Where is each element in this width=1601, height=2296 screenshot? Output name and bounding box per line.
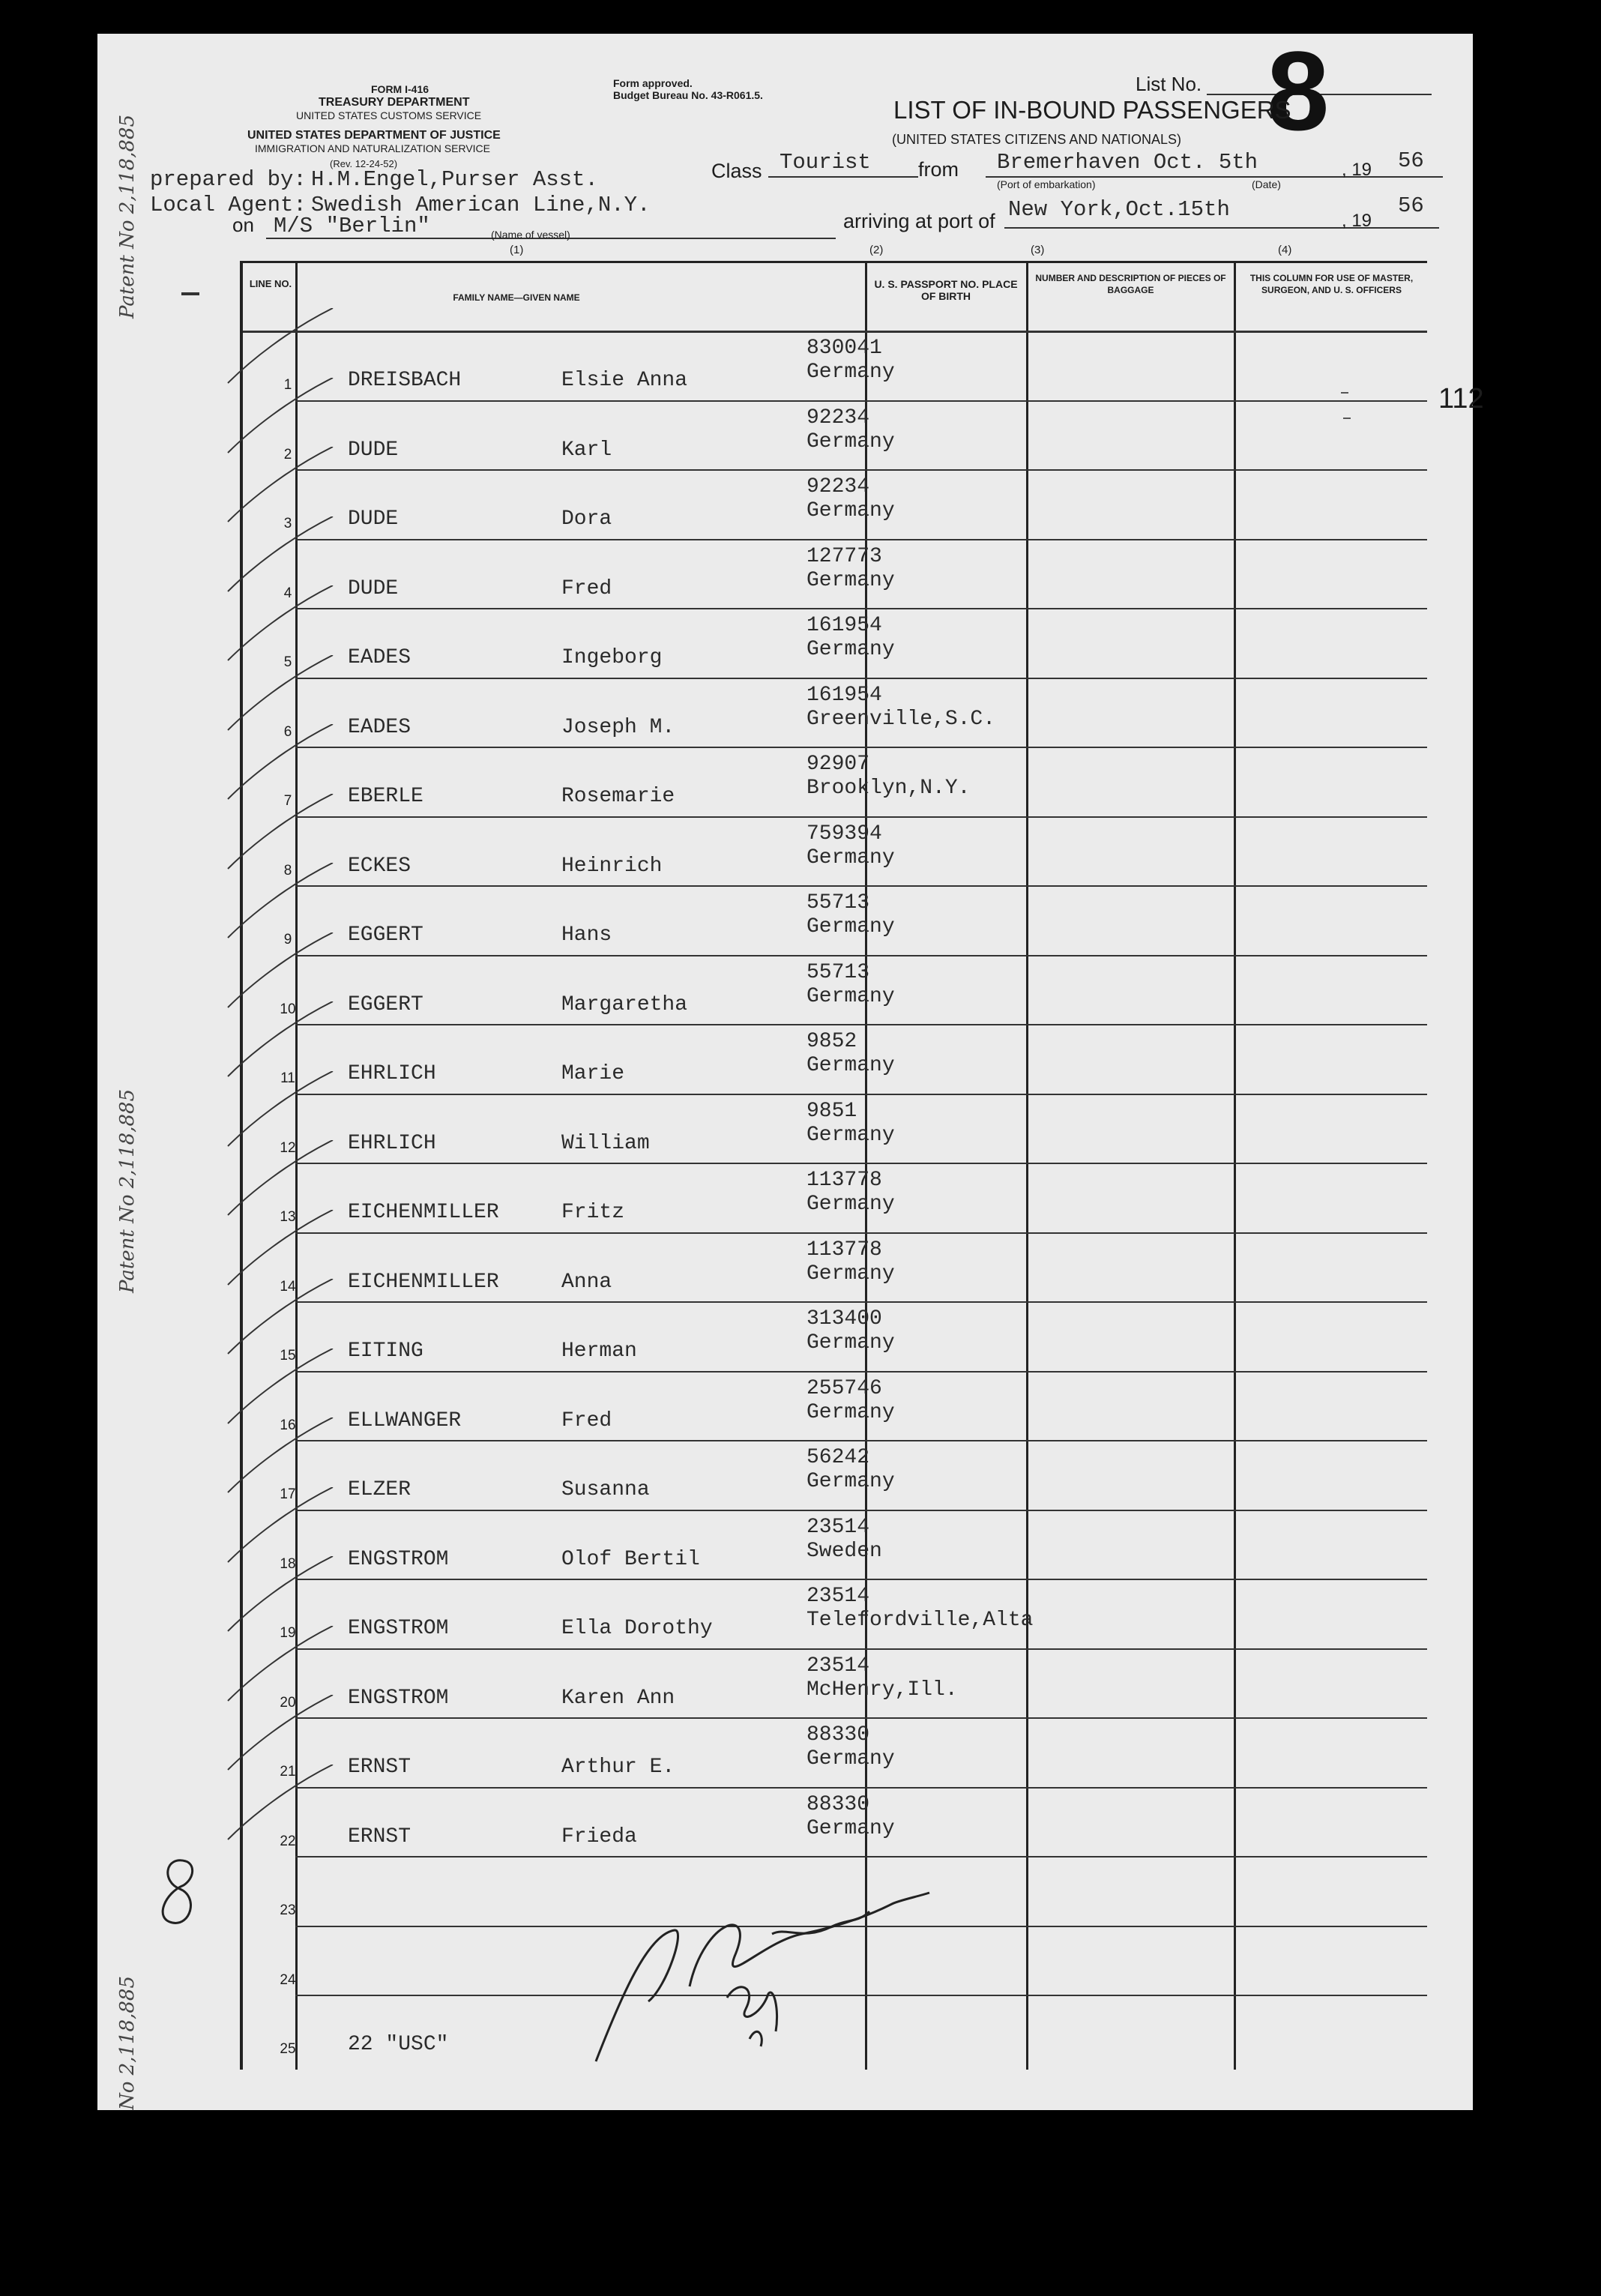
revision-date: (Rev. 12-24-52) [330, 158, 398, 169]
line-number: 12 [280, 1139, 296, 1156]
family-name: EICHENMILLER [348, 1201, 499, 1224]
place-of-birth: Germany [806, 430, 895, 454]
passport-number: 55713 [806, 960, 870, 984]
ins-service: IMMIGRATION AND NATURALIZATION SERVICE [255, 142, 490, 154]
line-number: 16 [280, 1417, 296, 1433]
family-name: ELZER [348, 1478, 411, 1501]
family-name: EADES [348, 715, 411, 739]
given-name: Heinrich [561, 854, 663, 878]
family-name: ELLWANGER [348, 1408, 462, 1432]
given-name: Arthur E. [561, 1756, 675, 1779]
place-of-birth: Germany [806, 1193, 895, 1216]
line-number: 9 [283, 932, 292, 947]
passport-number: 113778 [806, 1238, 882, 1262]
table-row [243, 816, 1427, 885]
passport-number: 92907 [806, 753, 870, 776]
header-name: FAMILY NAME—GIVEN NAME [453, 292, 580, 303]
passenger-table [240, 261, 1484, 2070]
table-row [243, 1440, 1427, 1509]
passport-number: 255746 [806, 1376, 882, 1400]
passport-number: 23514 [806, 1654, 870, 1678]
table-row [243, 1163, 1427, 1232]
passport-number: 113778 [806, 1169, 882, 1192]
table-row [243, 539, 1427, 608]
given-name: Joseph M. [561, 715, 675, 739]
header-baggage: NUMBER AND DESCRIPTION OF PIECES OF BAGGAGE [1035, 273, 1226, 295]
passport-number: 88330 [806, 1792, 870, 1816]
table-row [243, 608, 1427, 677]
inspector-signature [577, 1874, 1072, 2069]
family-name: DUDE [348, 507, 399, 531]
table-row [243, 678, 1427, 747]
given-name: Ella Dorothy [561, 1617, 713, 1640]
table-row [243, 1024, 1427, 1093]
form-number: FORM I-416 [371, 83, 429, 95]
embark-caption: (Port of embarkation) [997, 178, 1096, 190]
table-row [243, 1648, 1427, 1717]
table-row [243, 1371, 1427, 1440]
place-of-birth: Germany [806, 1331, 895, 1355]
header-line-no: LINE NO. [249, 278, 292, 289]
passport-number: 23514 [806, 1515, 870, 1539]
line-number: 4 [283, 585, 292, 601]
place-of-birth: Germany [806, 915, 895, 938]
date-caption: (Date) [1252, 178, 1281, 190]
place-of-birth: Germany [806, 1747, 895, 1771]
place-of-birth: McHenry,Ill. [806, 1678, 958, 1702]
passport-number: 92234 [806, 406, 870, 430]
form-approved: Form approved. [613, 77, 693, 89]
line-number: 10 [280, 1001, 296, 1017]
line-number: 25 [280, 2041, 296, 2057]
place-of-birth: Germany [806, 1816, 895, 1840]
budget-bureau: Budget Bureau No. 43-R061.5. [613, 89, 763, 101]
line-number: 23 [280, 1902, 296, 1918]
list-no-label: List No. [1136, 73, 1202, 95]
family-name: ERNST [348, 1756, 411, 1779]
given-name: Rosemarie [561, 785, 675, 808]
passport-number: 161954 [806, 614, 882, 637]
year-prefix-2: , 19 [1342, 211, 1372, 231]
place-of-birth: Telefordville,Alta [806, 1609, 1034, 1632]
line-number: 21 [280, 1764, 296, 1780]
handwritten-eight [157, 1855, 202, 1930]
place-of-birth: Germany [806, 499, 895, 522]
passport-number: 759394 [806, 822, 882, 846]
place-of-birth: Germany [806, 1400, 895, 1424]
family-name: DUDE [348, 438, 399, 462]
given-name: Margaretha [561, 992, 688, 1016]
form-title: LIST OF IN-BOUND PASSENGERS [893, 96, 1291, 124]
place-of-birth: Germany [806, 1262, 895, 1286]
table-row [243, 1094, 1427, 1163]
margin-tick [181, 292, 199, 295]
family-name: EHRLICH [348, 1062, 436, 1085]
passport-number: 56242 [806, 1446, 870, 1469]
table-row [243, 885, 1427, 954]
table-row [243, 955, 1427, 1024]
year-prefix-1: , 19 [1342, 160, 1372, 180]
given-name: Marie [561, 1062, 625, 1085]
family-name: DUDE [348, 576, 399, 600]
line-number: 17 [280, 1486, 296, 1502]
family-name: 22 "USC" [348, 2033, 449, 2056]
margin-stamp-middle: Patent No 2,118,885 [116, 1088, 139, 1293]
place-of-birth: Germany [806, 984, 895, 1008]
table-row [243, 1232, 1427, 1301]
passport-number: 55713 [806, 891, 870, 915]
family-name: ERNST [348, 1825, 411, 1848]
place-of-birth: Germany [806, 361, 895, 384]
from-value: Bremerhaven Oct. 5th [997, 150, 1258, 175]
family-name: EGGERT [348, 923, 423, 947]
passport-number: 23514 [806, 1585, 870, 1608]
place-of-birth: Germany [806, 846, 895, 870]
passport-number: 313400 [806, 1307, 882, 1331]
given-name: Frieda [561, 1825, 637, 1848]
given-name: Karl [561, 438, 612, 462]
class-value: Tourist [780, 150, 871, 175]
passport-number: 9852 [806, 1030, 857, 1053]
line-number: 11 [280, 1070, 295, 1086]
line-number: 14 [280, 1278, 296, 1295]
table-row [243, 1787, 1427, 1856]
vessel-name: M/S "Berlin" [274, 214, 430, 238]
family-name: EBERLE [348, 785, 423, 808]
passport-number: 88330 [806, 1723, 870, 1747]
table-row [243, 400, 1427, 469]
place-of-birth: Germany [806, 1470, 895, 1493]
line-number: 8 [283, 862, 292, 879]
on-label: on [232, 214, 254, 236]
check-mark [220, 1765, 363, 1847]
family-name: ECKES [348, 854, 411, 878]
line-number: 20 [280, 1694, 296, 1711]
customs-service: UNITED STATES CUSTOMS SERVICE [296, 109, 482, 121]
family-name: EICHENMILLER [348, 1270, 499, 1294]
line-number: 1 [283, 377, 292, 393]
arriving-label: arriving at port of [843, 210, 995, 232]
family-name: EHRLICH [348, 1131, 436, 1155]
family-name: ENGSTROM [348, 1547, 449, 1571]
table-row [243, 1301, 1427, 1370]
margin-stamp-bottom: No 2,118,885 [116, 1976, 139, 2110]
place-of-birth: Germany [806, 1054, 895, 1077]
year-2: 56 [1398, 193, 1424, 218]
line-number: 3 [283, 516, 292, 531]
table-row [243, 1579, 1427, 1648]
table-row [243, 747, 1427, 816]
col4-num: (4) [1278, 244, 1292, 256]
year-1: 56 [1398, 148, 1424, 173]
officer-note: 112 [1438, 383, 1484, 415]
given-name: Susanna [561, 1478, 650, 1501]
passport-number: 161954 [806, 683, 882, 707]
given-name: Fritz [561, 1201, 625, 1224]
given-name: Karen Ann [561, 1686, 675, 1710]
passport-number: 830041 [806, 337, 882, 360]
prepared-label: prepared by: [150, 167, 307, 192]
class-label: Class [711, 160, 762, 182]
given-name: Fred [561, 1408, 612, 1432]
family-name: EADES [348, 646, 411, 669]
col2-num: (2) [869, 244, 884, 256]
line-number: 6 [283, 723, 292, 740]
line-number: 19 [280, 1625, 296, 1641]
family-name: EITING [348, 1340, 423, 1363]
prepared-value: H.M.Engel,Purser Asst. [311, 167, 598, 192]
treasury-dept: TREASURY DEPARTMENT [319, 96, 470, 109]
given-name: Fred [561, 576, 612, 600]
line-number: 7 [283, 793, 292, 809]
line-number: 24 [280, 1971, 296, 1988]
header-officers: THIS COLUMN FOR USE OF MASTER, SURGEON, AND U. S. OFFICERS [1249, 273, 1414, 295]
family-name: ENGSTROM [348, 1686, 449, 1710]
line-number: 15 [280, 1348, 296, 1364]
line-number: 5 [283, 654, 292, 670]
agent-value: Swedish American Line,N.Y. [311, 193, 651, 217]
given-name: William [561, 1131, 650, 1155]
place-of-birth: Brooklyn,N.Y. [806, 777, 971, 800]
place-of-birth: Sweden [806, 1539, 882, 1563]
given-name: Anna [561, 1270, 612, 1294]
given-name: Ingeborg [561, 646, 663, 669]
given-name: Olof Bertil [561, 1547, 700, 1571]
from-label: from [918, 158, 959, 181]
vessel-caption: (Name of vessel) [491, 229, 570, 241]
agent-label: Local Agent: [150, 193, 307, 217]
family-name: DREISBACH [348, 369, 462, 392]
place-of-birth: Germany [806, 638, 895, 661]
list-number: 8 [1267, 28, 1330, 154]
passport-number: 9851 [806, 1099, 857, 1123]
passport-number: 127773 [806, 544, 882, 568]
given-name: Elsie Anna [561, 369, 688, 392]
passport-number: 92234 [806, 475, 870, 498]
given-name: Herman [561, 1340, 637, 1363]
form-subtitle: (UNITED STATES CITIZENS AND NATIONALS) [892, 132, 1182, 147]
given-name: Hans [561, 923, 612, 947]
document-page [97, 28, 1484, 2110]
given-name: Dora [561, 507, 612, 531]
col3-num: (3) [1031, 244, 1045, 256]
margin-stamp-top: Patent No 2,118,885 [116, 114, 139, 319]
line-number: 13 [280, 1209, 296, 1225]
family-name: ENGSTROM [348, 1617, 449, 1640]
table-row [243, 331, 1427, 400]
place-of-birth: Germany [806, 1123, 895, 1147]
table-row [243, 1717, 1427, 1786]
line-number: 2 [283, 446, 292, 462]
header-passport: U. S. PASSPORT NO. PLACE OF BIRTH [874, 278, 1018, 302]
line-number: 22 [280, 1833, 296, 1849]
arriving-value: New York,Oct.15th [1008, 197, 1230, 222]
line-number: 18 [280, 1555, 296, 1572]
table-row [243, 1510, 1427, 1579]
justice-dept: UNITED STATES DEPARTMENT OF JUSTICE [247, 129, 501, 142]
col1-num: (1) [510, 244, 524, 256]
family-name: EGGERT [348, 992, 423, 1016]
table-row [243, 469, 1427, 538]
place-of-birth: Germany [806, 568, 895, 592]
place-of-birth: Greenville,S.C. [806, 707, 996, 731]
